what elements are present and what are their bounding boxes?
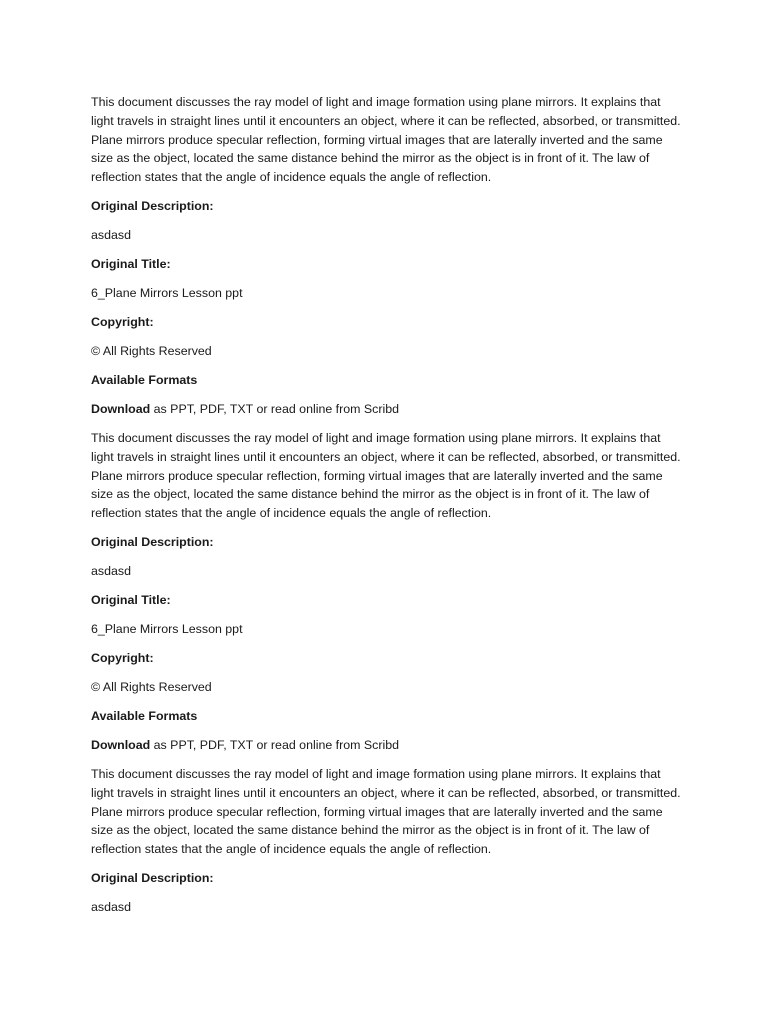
original-description-value: asdasd <box>91 228 131 243</box>
download-formats-text: as PPT, PDF, TXT or read online from Scribd <box>150 738 400 753</box>
available-formats-label: Available Formats <box>91 373 198 388</box>
download-formats-text: as PPT, PDF, TXT or read online from Scribd <box>150 402 400 417</box>
download-line <box>91 400 681 419</box>
download-link[interactable]: Download <box>91 402 151 417</box>
copyright-label: Copyright: <box>91 315 154 330</box>
copyright-label: Copyright: <box>91 651 154 666</box>
original-title-value: 6_Plane Mirrors Lesson ppt <box>91 286 243 301</box>
copyright-value: © All Rights Reserved <box>91 680 212 695</box>
original-description-label: Original Description: <box>91 535 214 550</box>
download-link[interactable]: Download <box>91 738 151 753</box>
original-title-label: Original Title: <box>91 593 171 608</box>
available-formats-label: Available Formats <box>91 709 198 724</box>
download-line <box>91 736 681 755</box>
summary-paragraph: This document discusses the ray model of light and image formation using plane mirrors. It explains that light travels in straight lines until it encounters an object, where it can be reflected, absorbed, or transmitted. Plane mirrors produce specular reflection, forming virtual images that are laterally inverted and the same size as the object, located the same distance behind the mirror as the object is in front of it. The law of reflection states that the angle of incidence equals the angle of reflection. <box>91 95 681 185</box>
original-title-label: Original Title: <box>91 257 171 272</box>
original-description-label: Original Description: <box>91 871 214 886</box>
original-title-value: 6_Plane Mirrors Lesson ppt <box>91 622 243 637</box>
document-page <box>91 93 681 927</box>
summary-paragraph: This document discusses the ray model of light and image formation using plane mirrors. It explains that light travels in straight lines until it encounters an object, where it can be reflected, absorbed, or transmitted. Plane mirrors produce specular reflection, forming virtual images that are laterally inverted and the same size as the object, located the same distance behind the mirror as the object is in front of it. The law of reflection states that the angle of incidence equals the angle of reflection. <box>91 767 681 857</box>
original-description-label: Original Description: <box>91 199 214 214</box>
original-description-value: asdasd <box>91 900 131 915</box>
copyright-value: © All Rights Reserved <box>91 344 212 359</box>
original-description-value: asdasd <box>91 564 131 579</box>
summary-paragraph: This document discusses the ray model of light and image formation using plane mirrors. It explains that light travels in straight lines until it encounters an object, where it can be reflected, absorbed, or transmitted. Plane mirrors produce specular reflection, forming virtual images that are laterally inverted and the same size as the object, located the same distance behind the mirror as the object is in front of it. The law of reflection states that the angle of incidence equals the angle of reflection. <box>91 431 681 521</box>
